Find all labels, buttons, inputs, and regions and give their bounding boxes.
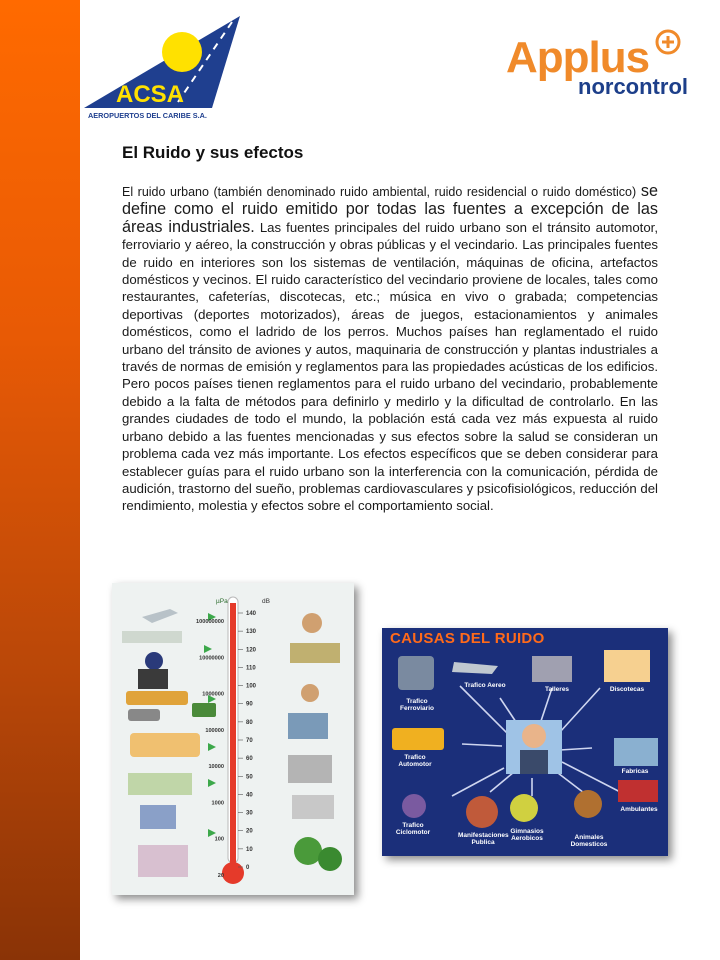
db-label: 40 (246, 792, 253, 799)
bed-icon (138, 845, 188, 877)
upa-label: 20 (217, 873, 224, 879)
desk-icon (140, 805, 176, 829)
upa-label: 100000000 (196, 619, 224, 625)
label-ciclomotor: Trafico Ciclomotor (395, 822, 431, 836)
motorcycle-icon (402, 794, 426, 818)
bus-icon (392, 728, 444, 750)
jet-icon (452, 662, 498, 674)
workshop-icon (532, 656, 572, 682)
office-icon (128, 773, 192, 795)
factory-icon (614, 738, 658, 766)
applus-sub: norcontrol (578, 74, 688, 99)
label-talleres: Talleres (544, 686, 570, 693)
label-animales: Animales Domesticos (570, 834, 608, 848)
street-vendor-icon (618, 780, 658, 802)
unit-upa: µPa (216, 598, 228, 605)
noise-scale-illustration (112, 583, 354, 895)
db-label: 80 (246, 719, 253, 726)
thermometer-bulb (222, 862, 244, 884)
db-label: 30 (246, 810, 253, 817)
upa-label: 1000 (211, 800, 224, 807)
upa-label: 1000000 (202, 691, 224, 698)
dancers-icon (604, 650, 650, 682)
label-gimnasios: Gimnasios Aerobicos (510, 828, 544, 842)
upa-label: 100 (214, 836, 224, 843)
car-icon (128, 709, 160, 721)
label-discotecas: Discotecas (609, 686, 645, 693)
train-icon (126, 691, 188, 705)
upa-label: 10000000 (199, 655, 224, 662)
db-label: 100 (246, 683, 257, 690)
applus-norcontrol-logo (502, 28, 692, 104)
side-color-bar (0, 0, 80, 960)
db-label: 120 (246, 647, 257, 654)
label-ferroviario: Trafico Ferroviario (400, 698, 434, 712)
db-label: 20 (246, 828, 253, 835)
label-aereo: Trafico Aereo (464, 682, 506, 689)
db-label: 90 (246, 701, 253, 708)
people-group-icon (130, 733, 200, 757)
db-label: 130 (246, 629, 257, 636)
label-automotor: Trafico Automotor (398, 754, 432, 768)
printer-icon (288, 755, 332, 783)
intro-small: El ruido urbano (también denominado ruido ambiental, ruido residencial o ruido doméstico) (122, 185, 637, 199)
db-label: 110 (246, 665, 256, 672)
washer-icon (292, 795, 334, 819)
acsa-subtitle: AEROPUERTOS DEL CARIBE S.A. (88, 111, 207, 120)
article-rest: Las fuentes principales del ruido urbano son el tránsito automotor, ferroviario y aéreo, la construcción y obras públicas y el vecindario. Las principales fuentes de ruido en interiores son los sistemas de ventilación, máquinas de oficina, artefactos domésticos y vecinos. El ruido característico del vecindario proviene de locales, tales como restaurantes, cafeterías, discotecas, etc.; música en vivo o grabada; competencias deportivas (deportes motorizados), áreas de juegos, estacionamientos y animales domésticos, como el ladrido de los perros. Muchos países han reglamentado el ruido urbano del tránsito de aviones y autos, maquinaria de construcción y plantas industriales a través de normas de emisión y reglamentos para las propiedades acústicas de los edificios. Pero pocos países tienen reglamentos para el ruido urbano del vecindario, probablemente debido a la falta de métodos para definirlo y medirlo y la dificultad de controlarlo. En las grandes ciudades de todo el mundo, la población está cada vez más expuesta al ruido urbano debido a las fuentes mencionadas y sus efectos sobre la salud se consideran un problema cada vez más importante. Los efectos específicos que se deben considerar para establecer guías para el ruido urbano son la interferencia con la comunicación, pérdida de audición, trastorno del sueño, problemas cardiovasculares y psicofisiológicos, reducción del rendimiento, molestia y efectos sobre el comportamiento social. (122, 219, 658, 514)
upa-label: 100000 (205, 727, 224, 734)
train-icon (398, 656, 434, 690)
tree-icon (294, 837, 322, 865)
causes-title: CAUSAS DEL RUIDO (390, 630, 545, 647)
musician-icon (145, 652, 163, 670)
person-icon (301, 684, 319, 702)
article-body (122, 183, 658, 515)
truck-icon (192, 703, 216, 717)
intro-definition: se define como el ruido emitido por todas las fuentes a excepción de las áreas industriales. (122, 182, 658, 236)
machine-icon (288, 713, 328, 739)
db-label: 70 (246, 738, 253, 744)
db-label: 60 (246, 756, 253, 763)
upa-label: 10000 (208, 764, 224, 771)
causes-diagram (382, 628, 668, 856)
aerobics-icon (510, 794, 538, 822)
unit-db: dB (262, 598, 270, 605)
worker-icon (302, 613, 322, 633)
acsa-logo (82, 12, 246, 124)
label-fabricas: Fabricas (621, 768, 649, 775)
db-label: 0 (246, 865, 250, 871)
protest-icon (466, 796, 498, 828)
db-label: 140 (246, 611, 257, 617)
label-manifestaciones: Manifestaciones Publica (458, 832, 509, 846)
applus-name: Applus (506, 33, 650, 82)
label-ambulantes: Ambulantes (620, 806, 658, 813)
acsa-name: ACSA (116, 81, 185, 108)
db-label: 10 (246, 846, 253, 853)
dog-icon (574, 790, 602, 818)
db-label: 50 (246, 774, 253, 781)
page-title: El Ruido y sus efectos (122, 143, 304, 162)
